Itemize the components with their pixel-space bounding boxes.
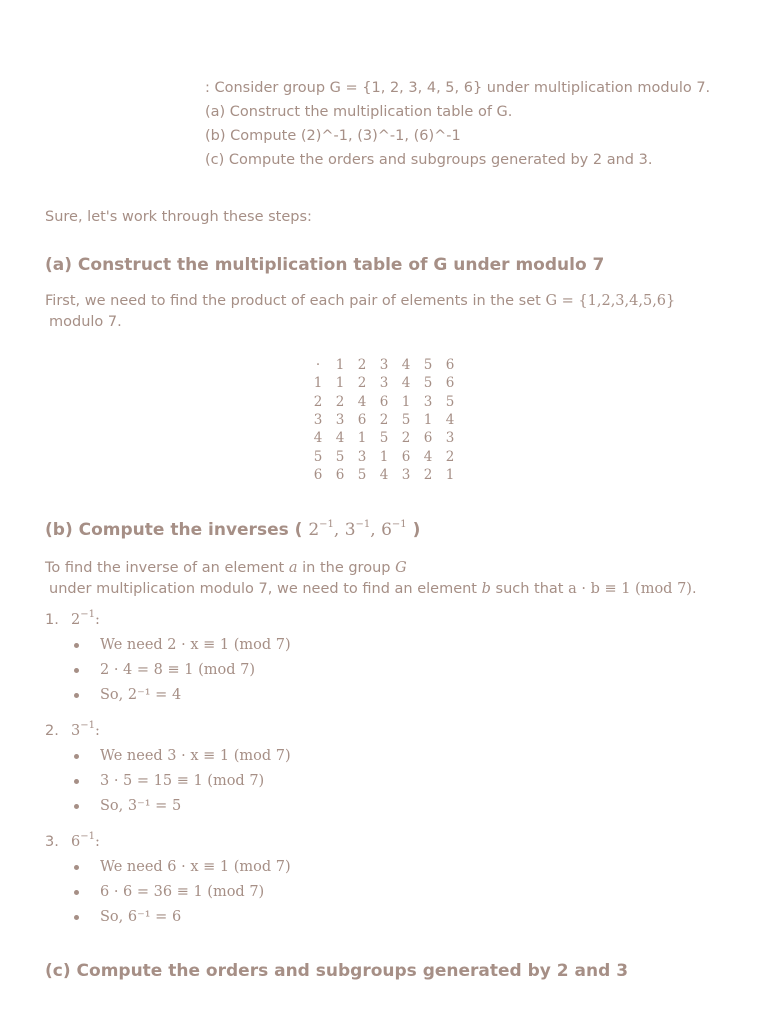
table-cell: 4	[379, 466, 389, 483]
text-run: such that	[490, 581, 569, 597]
table-cell: 5	[423, 357, 433, 374]
table-cell: 3	[357, 448, 367, 465]
list-item	[72, 769, 291, 794]
table-cell: 1	[379, 448, 389, 465]
table-cell: 1	[335, 357, 345, 374]
section-b-paragraph	[45, 558, 697, 600]
text-run: To find the inverse of an element	[45, 560, 289, 576]
bullet-icon	[74, 643, 79, 648]
table-cell: 1	[313, 375, 323, 392]
table-row	[307, 374, 461, 392]
inverse-base: 2	[71, 611, 81, 628]
table-row	[307, 393, 461, 411]
table-row	[307, 466, 461, 484]
answer-intro: Sure, let's work through these steps:	[45, 209, 312, 225]
list-item	[72, 855, 291, 880]
inverse-base: 6	[71, 833, 81, 850]
inverse-label: $6^{-1}$:	[71, 831, 100, 850]
inverse-label: $2^{-1}$:	[71, 609, 100, 628]
table-cell: 4	[335, 430, 345, 447]
table-cell: 5	[445, 393, 455, 410]
table-cell: 3	[335, 412, 345, 429]
question-prompt	[205, 76, 710, 172]
table-cell: 5	[423, 375, 433, 392]
table-cell: 6	[423, 430, 433, 447]
table-cell: 2	[357, 375, 367, 392]
multiplication-table	[307, 356, 461, 484]
table-cell: 6	[445, 357, 455, 374]
prompt-line: : Consider group G = {1, 2, 3, 4, 5, 6} under multiplication modulo 7.	[205, 80, 711, 96]
list-number: 1.	[45, 611, 59, 628]
bullet-icon	[74, 779, 79, 784]
table-cell: 4	[401, 375, 411, 392]
table-cell: 5	[401, 412, 411, 429]
list-number: 3.	[45, 833, 59, 850]
bullet-icon	[74, 890, 79, 895]
text-run: modulo 7.	[49, 314, 122, 330]
table-cell: 4	[357, 393, 367, 410]
text-run: (b) Compute the inverses (	[45, 520, 309, 540]
table-cell: 1	[335, 375, 345, 392]
table-cell: 3	[313, 412, 323, 429]
bullet-text: We need 2 · x ≡ 1 (mod 7)	[100, 637, 291, 653]
table-cell: 4	[423, 448, 433, 465]
list-item	[45, 832, 100, 850]
text-run: in the group	[297, 560, 396, 576]
table-cell: 2	[401, 430, 411, 447]
variable-a: a	[288, 560, 298, 576]
congruence-expression: a · b ≡ 1 (mod 7)	[568, 581, 692, 597]
bullet-text: 2 · 4 = 8 ≡ 1 (mod 7)	[100, 662, 255, 678]
table-cell: 1	[401, 393, 411, 410]
bullet-icon	[74, 668, 79, 673]
variable-b: b	[481, 581, 491, 597]
list-item	[72, 633, 291, 658]
table-cell: 5	[335, 448, 345, 465]
bullet-icon	[74, 754, 79, 759]
text-run: )	[406, 520, 421, 540]
list-item	[72, 744, 291, 769]
text-run: under multiplication modulo 7, we need to find an element	[49, 581, 482, 597]
table-cell: 3	[445, 430, 455, 447]
bullet-text: So, 2⁻¹ = 4	[100, 687, 182, 703]
table-cell: 3	[379, 357, 389, 374]
list-item	[72, 905, 291, 930]
table-cell: 5	[357, 466, 367, 483]
set-expression: G = {1,2,3,4,5,6}	[545, 293, 676, 309]
table-row	[307, 447, 461, 465]
bullet-text: 3 · 5 = 15 ≡ 1 (mod 7)	[100, 773, 265, 789]
list-item	[72, 794, 291, 819]
table-cell: 5	[313, 448, 323, 465]
table-row	[307, 411, 461, 429]
table-cell: 2	[423, 466, 433, 483]
bullet-list	[72, 855, 291, 930]
bullet-icon	[74, 865, 79, 870]
prompt-line: (c) Compute the orders and subgroups generated by 2 and 3.	[205, 152, 653, 168]
bullet-text: We need 6 · x ≡ 1 (mod 7)	[100, 859, 291, 875]
bullet-list	[72, 633, 291, 708]
bullet-text: So, 3⁻¹ = 5	[100, 798, 182, 814]
table-cell: 4	[401, 357, 411, 374]
table-cell: 6	[401, 448, 411, 465]
table-cell: ·	[315, 357, 321, 374]
bullet-text: So, 6⁻¹ = 6	[100, 909, 182, 925]
text-run: First, we need to find the product of each pair of elements in the set	[45, 293, 546, 309]
list-item	[45, 610, 100, 628]
section-b-heading	[45, 520, 420, 540]
bullet-icon	[74, 915, 79, 920]
table-cell: 6	[313, 466, 323, 483]
table-cell: 2	[445, 448, 455, 465]
inverse-label: $3^{-1}$:	[71, 720, 100, 739]
table-cell: 6	[335, 466, 345, 483]
prompt-line: (b) Compute (2)^-1, (3)^-1, (6)^-1	[205, 128, 461, 144]
table-cell: 2	[379, 412, 389, 429]
table-cell: 1	[357, 430, 367, 447]
bullet-text: We need 3 · x ≡ 1 (mod 7)	[100, 748, 291, 764]
table-cell: 2	[335, 393, 345, 410]
table-cell: 6	[445, 375, 455, 392]
list-item	[72, 880, 291, 905]
table-cell: 6	[379, 393, 389, 410]
bullet-icon	[74, 693, 79, 698]
text-run: .	[691, 581, 697, 597]
section-a-paragraph	[45, 291, 675, 333]
table-cell: 5	[379, 430, 389, 447]
table-cell: 1	[423, 412, 433, 429]
list-item	[72, 683, 291, 708]
table-cell: 2	[313, 393, 323, 410]
list-item	[72, 658, 291, 683]
table-cell: 2	[357, 357, 367, 374]
bullet-icon	[74, 804, 79, 809]
variable-G: G	[395, 560, 407, 576]
table-row	[307, 356, 461, 374]
table-row	[307, 429, 461, 447]
prompt-line: (a) Construct the multiplication table of G.	[205, 104, 513, 120]
table-cell: 4	[313, 430, 323, 447]
table-cell: 6	[357, 412, 367, 429]
list-number: 2.	[45, 722, 59, 739]
table-cell: 3	[423, 393, 433, 410]
section-c-heading: (c) Compute the orders and subgroups generated by 2 and 3	[45, 961, 629, 981]
table-cell: 3	[401, 466, 411, 483]
table-cell: 4	[445, 412, 455, 429]
bullet-list	[72, 744, 291, 819]
table-cell: 1	[445, 466, 455, 483]
inverses-expression: $2^{-1}$, $3^{-1}$, $6^{-1}$	[308, 519, 407, 540]
inverse-base: 3	[71, 722, 81, 739]
list-item	[45, 721, 100, 739]
section-a-heading: (a) Construct the multiplication table of G under modulo 7	[45, 255, 605, 275]
table-cell: 3	[379, 375, 389, 392]
bullet-text: 6 · 6 = 36 ≡ 1 (mod 7)	[100, 884, 265, 900]
